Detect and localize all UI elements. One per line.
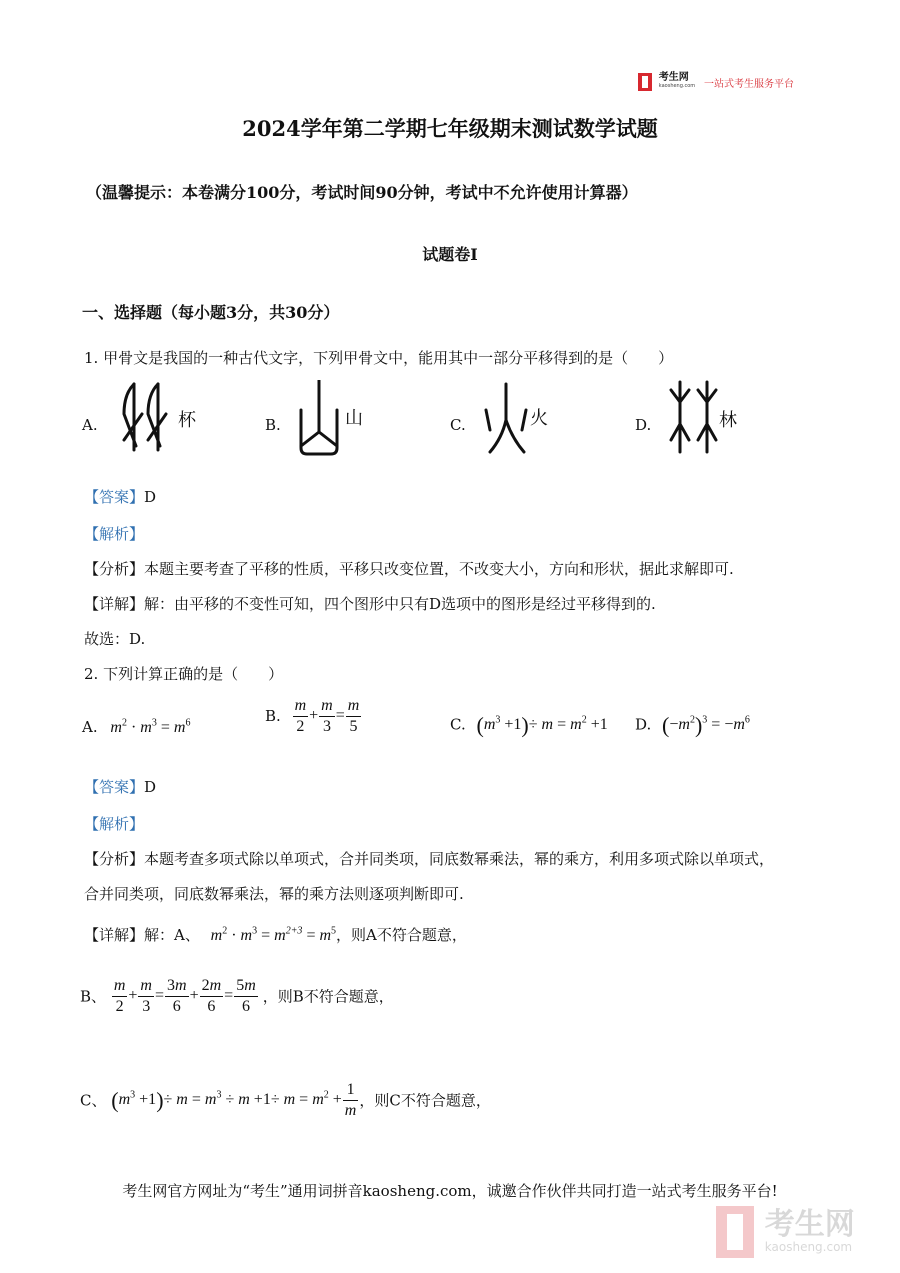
q1-analysis-tag: 【解析】 [84,525,145,543]
q1-option-b[interactable] [265,380,405,460]
detail-formula-b: $\frac{m}{2}$ + $\frac{m}{3}$ = $\frac{3m}{6}$ + $\frac{2m}{6}$ = $\frac{5m}{6}$ [113,977,256,1015]
oracle-shan-icon [297,380,347,458]
option-char: 杯 [178,410,196,431]
answer-value: D [144,488,157,506]
fenxi-tag: 【分析】 [84,560,145,578]
option-label: C. [450,715,466,734]
q2-detail-b [80,976,394,1017]
detail-tag: 【详解】 [84,595,145,613]
q2-option-d[interactable] [635,712,750,738]
q2-fenxi-line2: 合并同类项，同底数幂乘法，幂的乘方法则逐项判断即可. [84,885,464,903]
formula-d: $(-m^2)^3 = -m^6$ [662,712,750,737]
q2-detail-c [80,1080,491,1121]
detail-text: 解：由平移的不变性可知，四个图形中只有D选项中的图形是经过平移得到的. [144,595,656,613]
detail-prefix: 解：A、 [144,926,200,944]
page-title: 2024学年第二学期七年级期末测试数学试题 [242,116,658,141]
q1-stem: 1. 甲骨文是我国的一种古代文字，下列甲骨文中，能用其中一部分平移得到的是（ ） [84,349,674,367]
detail-suffix: ，则C不符合题意， [359,1091,491,1110]
answer-tag: 【答案】 [84,778,145,796]
detail-suffix: ，则B不符合题意， [262,987,394,1006]
answer-tag: 【答案】 [84,488,145,506]
fenxi-text: 本题考查多项式除以单项式，合并同类项，同底数幂乘法，幂的乘方，利用多项式除以单项式， [144,850,775,868]
option-label: B. [265,707,281,726]
logo-subtext: kaosheng.com [658,83,696,89]
oracle-huo-icon [482,380,532,458]
detail-tag: 【详解】 [84,926,145,944]
q1-answer [84,486,156,507]
q1-fenxi [84,558,734,579]
header-slogan: 一站式考生服务平台 [703,78,794,90]
header-logo [638,72,794,94]
logo-text: 考生网 [658,72,689,83]
option-label: C. [450,416,466,434]
footer-text: 考生网官方网址为“考生”通用词拼音kaosheng.com，诚邀合作伙伴共同打造一站式考生服务平台! [122,1182,778,1200]
watermark-sub: kaosheng.com [764,1240,853,1254]
detail-prefix: B、 [80,987,107,1006]
watermark [716,1206,855,1258]
q1-detail [84,593,656,614]
option-label: A. [82,416,98,434]
q2-detail-a [84,924,467,945]
q1-option-d[interactable] [635,380,775,460]
paper-label: 试题卷Ⅰ [422,245,478,264]
q2-option-c[interactable] [450,712,608,738]
watermark-text: 考生网 [764,1207,855,1242]
oracle-lin-icon [667,380,723,456]
q2-option-b[interactable] [265,696,362,737]
logo-icon [638,73,652,91]
fenxi-text: 本题主要考查了平移的性质，平移只改变位置，不改变大小，方向和形状，据此求解即可. [144,560,734,578]
formula-c: $(m^3 +1)\div m = m^2 +1$ [476,712,608,737]
q2-analysis-tag: 【解析】 [84,815,145,833]
q1-option-a[interactable] [82,380,222,460]
formula-a: $m^2 \cdot m^3 = m^6$ [110,717,191,736]
detail-suffix: ，则A不符合题意， [336,926,467,944]
watermark-logo-icon [716,1206,754,1258]
q2-option-a[interactable] [82,718,190,737]
option-char: 林 [719,410,737,431]
q2-fenxi-line1 [84,848,774,869]
option-label: D. [635,715,652,734]
oracle-bei-icon [116,380,176,456]
fenxi-tag: 【分析】 [84,850,145,868]
exam-tip: （温馨提示：本卷满分100分，考试时间90分钟，考试中不允许使用计算器） [86,183,638,202]
q1-option-c[interactable] [450,380,590,460]
formula-b: $\frac{m}{2}$ + $\frac{m}{3}$ = $\frac{m}{5}$ [294,697,360,735]
option-label: A. [82,718,98,736]
option-label: B. [265,416,281,434]
option-label: D. [635,416,652,434]
q2-stem: 2. 下列计算正确的是（ ） [84,665,284,683]
q2-answer [84,776,156,797]
q1-choice: 故选：D. [84,630,146,648]
section-heading: 一、选择题（每小题3分，共30分） [82,303,340,322]
detail-formula-a: $m^2 \cdot m^3 = m^{2+3} = m^5$ [210,925,337,944]
answer-value: D [144,778,157,796]
option-char: 山 [345,408,363,429]
detail-prefix: C、 [80,1091,107,1110]
option-char: 火 [530,408,548,429]
detail-formula-c: $(m^3 +1)\div m = m^3 \div m +1\div m = m^2$ + $\frac{1}{m}$ [111,1081,357,1119]
